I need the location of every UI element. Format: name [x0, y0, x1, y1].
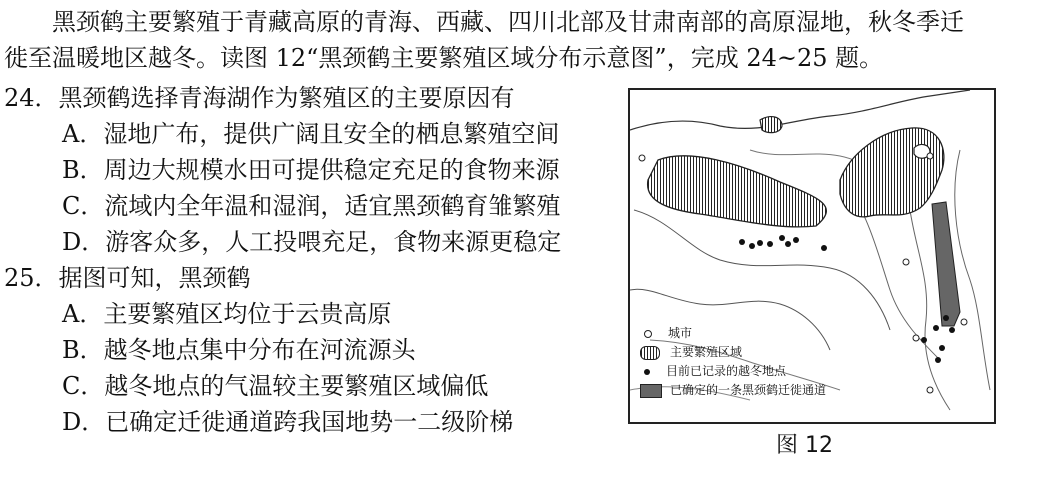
question-24-stem: 24．黑颈鹤选择青海湖作为繁殖区的主要原因有 [4, 84, 515, 112]
breeding-distribution-map [628, 88, 996, 424]
question-25-option-b[interactable]: B．越冬地点集中分布在河流源头 [62, 336, 416, 364]
breeding-area-symbol-icon [640, 346, 660, 360]
map-legend [640, 324, 826, 400]
question-25-option-a[interactable]: A．主要繁殖区均位于云贵高原 [62, 300, 392, 328]
legend-breeding-label: 主要繁殖区域 [670, 345, 743, 359]
city-symbol-icon [644, 330, 652, 338]
question-24-option-b[interactable]: B．周边大规模水田可提供稳定充足的食物来源 [62, 156, 560, 184]
breeding-area-west [648, 156, 827, 227]
breeding-area-small [760, 117, 782, 133]
legend-route [640, 381, 826, 400]
legend-city-label: 城市 [668, 326, 693, 340]
intro-paragraph [4, 4, 1044, 76]
breeding-area-east [840, 128, 944, 217]
wintering-site-symbol-icon [644, 369, 650, 375]
figure-caption: 图 12 [776, 433, 833, 458]
question-24-option-d[interactable]: D．游客众多，人工投喂充足，食物来源更稳定 [62, 228, 562, 256]
question-25-option-d[interactable]: D．已确定迁徙通道跨我国地势一二级阶梯 [62, 408, 514, 436]
question-25-stem: 25．据图可知，黑颈鹤 [4, 264, 251, 292]
legend-wintering-label: 目前已记录的越冬地点 [666, 364, 787, 378]
question-24-option-a[interactable]: A．湿地广布，提供广阔且安全的栖息繁殖空间 [62, 120, 560, 148]
legend-wintering [640, 362, 826, 381]
question-25-option-c[interactable]: C．越冬地点的气温较主要繁殖区域偏低 [62, 372, 489, 400]
intro-line-2: 徙至温暖地区越冬。读图 12“黑颈鹤主要繁殖区域分布示意图”，完成 24~25 题。 [4, 44, 884, 72]
intro-line-1: 黑颈鹤主要繁殖于青藏高原的青海、西藏、四川北部及甘肃南部的高原湿地，秋冬季迁 [52, 8, 964, 36]
question-24-option-c[interactable]: C．流域内全年温和湿润，适宜黑颈鹤育雏繁殖 [62, 192, 561, 220]
map-boundary-outline [630, 90, 970, 130]
migration-route-symbol-icon [640, 384, 662, 398]
legend-breeding [640, 343, 826, 362]
legend-route-label: 已确定的一条黑颈鹤迁徙通道 [670, 383, 827, 397]
legend-city [640, 324, 826, 343]
